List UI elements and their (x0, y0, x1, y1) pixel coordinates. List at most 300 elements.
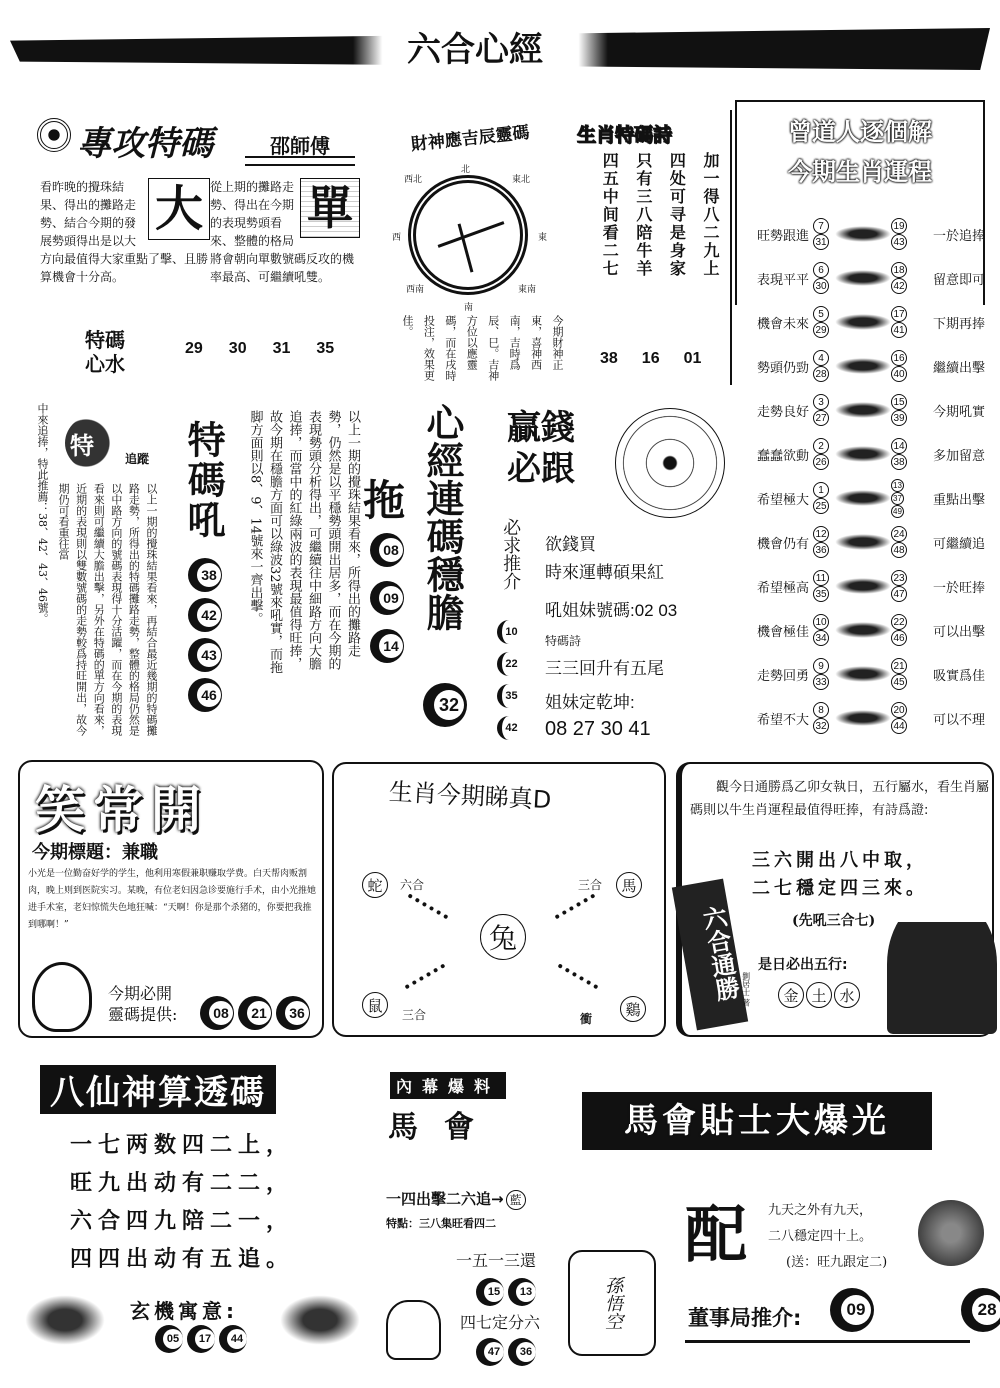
arrow-mark (405, 893, 449, 924)
left-numbers (813, 570, 835, 602)
poem-label: 特碼詩 (545, 634, 582, 648)
element-gold: 金 (778, 982, 804, 1008)
center-zodiac: 兔 (480, 914, 526, 960)
paragraph-1 (40, 178, 210, 286)
section-title: 特碼吼 (181, 420, 226, 540)
temahou-text: 以上一期的攪珠結果看來，再結合最近幾期的特碼攤路走勢，所得出的特碼攤路走勢，整體的格局仍然是以中路方向的號碼表現得十分活躍，而在今期的表現看來則可繼續大膽出擊，另外在特碼的單方向看來，近期的表現則以雙數號碼的走勢較爲持旺開出，故今期仍可看重往當 (57, 483, 158, 736)
number-circle: 36 (813, 542, 829, 558)
number: 01 (683, 350, 702, 367)
fortune-row (735, 256, 985, 300)
ball-number: 09 (379, 586, 403, 610)
number-circle: 30 (813, 278, 829, 294)
caishen-text: 今期財神正東，喜神西南，吉時爲辰、巳。吉神方位以應靈碼，而在戌時投注，效果更佳。 (400, 315, 564, 381)
number-circle: 1 (813, 482, 829, 498)
number-circle: 9 (813, 658, 829, 674)
row-right-label: 今期吼實 (932, 404, 985, 420)
tieshi-section (580, 1090, 995, 1380)
number-circle: 19 (891, 218, 907, 234)
right-numbers (891, 479, 913, 518)
row-right-label: 留意即可 (932, 272, 985, 288)
number-ball: 22 (497, 652, 521, 676)
zodiac-rooster: 鷄 (620, 996, 646, 1022)
poem-line: 九天之外有九天， (768, 1203, 873, 1218)
number-circle: 32 (813, 718, 829, 734)
number-circle: 42 (891, 278, 907, 294)
ball-number: 38 (197, 563, 221, 587)
row-right-label: 重點出擊 (932, 492, 985, 508)
wuxing-label: 是日必出五行: (758, 957, 848, 973)
paragraph-text: 從上期的攤路走勢、得出在今期的表現勢頭看來、整體的格局將會朝向單數號碼反攻的機率最高、可繼續吼雙。 (210, 180, 355, 284)
number-ball (370, 629, 404, 663)
right-numbers (891, 306, 913, 338)
left-numbers (813, 614, 835, 646)
right-numbers (891, 614, 913, 646)
right-numbers (891, 438, 913, 470)
left-numbers (813, 306, 835, 338)
ball-number: 08 (209, 1001, 233, 1025)
number-circle: 2 (813, 438, 829, 454)
fortune-row (735, 520, 985, 564)
paragraph-2 (210, 178, 360, 286)
number-circle: 41 (891, 322, 907, 338)
section-title: 生肖特碼詩 (577, 124, 673, 146)
line-2: 特點：三八集旺看四二 (386, 1217, 496, 1230)
line-1 (386, 1188, 526, 1210)
zodiac-animal-icon (835, 534, 891, 550)
label-xinshui: 心水 (85, 352, 125, 376)
ball-number: 43 (197, 643, 221, 667)
poem-line: 四五中间看二七 (600, 152, 620, 278)
section-title: 財神應吉辰靈碼 (410, 122, 531, 156)
number-circle: 23 (891, 570, 907, 586)
zodiac-animal-icon (835, 314, 891, 330)
fortune-row (735, 212, 985, 256)
zodiac-rat: 鼠 (362, 992, 388, 1018)
ball-number: 46 (197, 683, 221, 707)
section-title: 贏錢必跟 (507, 408, 575, 489)
direction-label: 北 (461, 165, 471, 175)
zodiac-animal-icon (835, 446, 891, 462)
author: 邵師傅 (270, 134, 330, 158)
right-numbers (891, 350, 913, 382)
direction-label: 東北 (512, 175, 531, 185)
number-circle: 26 (813, 454, 829, 470)
number-ball (155, 1325, 183, 1353)
row-right-label: 多加留意 (932, 448, 985, 464)
row-right-label: 繼續出擊 (932, 360, 985, 376)
right-numbers (891, 658, 913, 690)
pei-char: 配 (685, 1198, 748, 1271)
number-circle: 24 (891, 526, 907, 542)
page-title: 六合心經 (385, 22, 565, 71)
left-numbers (813, 526, 835, 558)
side-note: 中來追捧，特此推薦：38、42、43、46號。 (35, 403, 49, 624)
wuxing-elements (778, 982, 860, 1008)
left-numbers (813, 262, 835, 294)
number-ball (188, 558, 222, 592)
number: 16 (641, 350, 660, 367)
number-ball (476, 1278, 504, 1306)
numbers (200, 996, 314, 1030)
tuo-numbers (370, 533, 408, 663)
section-title: 八仙神算透碼 (40, 1065, 276, 1114)
number-circle: 6 (813, 262, 829, 278)
ball-number: 28 (972, 1295, 1000, 1325)
zodiac-animal-icon (835, 402, 891, 418)
zhenD-section (332, 762, 666, 1037)
row-left-label: 機會未來 (757, 316, 810, 332)
number-ball (276, 996, 310, 1030)
ball-number: 32 (434, 690, 464, 720)
dragon-right-icon (280, 1295, 360, 1345)
book-cover: 六合通勝 (672, 879, 748, 1031)
laughing-character-icon (32, 962, 92, 1032)
ball-number: 44 (227, 1329, 247, 1349)
cowboy-kid-icon (386, 1300, 441, 1360)
arrow-mark (555, 963, 599, 994)
relation-label: 三合 (578, 878, 603, 892)
line-4: 三三回升有五尾 (545, 659, 664, 678)
ball-number: 08 (379, 538, 403, 562)
zodiac-animal-icon (835, 490, 891, 506)
number-circle: 21 (891, 658, 907, 674)
side-label: 必求推介 (500, 518, 522, 590)
relation-label: 衝 (580, 1012, 593, 1026)
row-right-label: 下期再捧 (932, 316, 985, 332)
subject: 今期標題：兼職 (32, 842, 158, 863)
poem-line: 六合四九陪二一， (70, 1209, 295, 1234)
number-circle: 49 (891, 505, 904, 518)
xuanji-label: 玄機寓意: (130, 1299, 238, 1323)
section-title: 生肖今期睇真D (388, 777, 552, 815)
poem-line: 只有三八陪牛羊 (633, 152, 653, 278)
number-circle: 31 (813, 234, 829, 250)
number-ball: 35 (497, 684, 521, 708)
fortune-row (735, 344, 985, 388)
label: 今期必開 (108, 984, 173, 1003)
ball-number: 13 (516, 1282, 536, 1302)
temahou-section (10, 398, 250, 743)
tuo-label: 拖 (363, 476, 406, 525)
number-circle: 37 (891, 492, 904, 505)
tema-label (85, 328, 125, 376)
xinjing-section (247, 398, 490, 743)
zodiac-animal-icon (835, 578, 891, 594)
fortune-row (735, 608, 985, 652)
row-left-label: 希望極高 (757, 580, 810, 596)
zodiac-animal-icon (835, 270, 891, 286)
left-numbers (813, 702, 835, 734)
book-author: 劉居士 著 (741, 972, 751, 1007)
compass-needle (458, 223, 474, 272)
badge-char: 特 (70, 432, 94, 460)
poem-line: 一七两数四二上， (70, 1133, 295, 1158)
line-1: 欲錢買 (545, 535, 596, 554)
row-left-label: 表現平平 (757, 272, 810, 288)
number-ball (508, 1278, 536, 1306)
big-char-dan: 單 (300, 178, 360, 238)
direction-label: 西 (392, 233, 402, 243)
row-left-label: 走勢回勇 (757, 668, 810, 684)
row-left-label: 希望不大 (757, 712, 810, 728)
direction-label: 東 (538, 233, 548, 243)
fortune-row (735, 300, 985, 344)
section-title: 心經連碼穩膽 (420, 403, 464, 631)
number-ball (370, 581, 404, 615)
number-ball (219, 1325, 247, 1353)
element-earth: 土 (806, 982, 832, 1008)
row-left-label: 勢頭仍勁 (757, 360, 810, 376)
relation-label: 三合 (402, 1008, 427, 1022)
number-circle: 5 (813, 306, 829, 322)
section-title: 馬會貼士大爆光 (582, 1092, 932, 1150)
title-line-2: 今期生肖運程 (788, 158, 932, 186)
number-ball (238, 996, 272, 1030)
right-numbers (891, 218, 913, 250)
label-tema: 特碼 (85, 328, 125, 352)
bagua-icon (37, 118, 71, 152)
note: (先吼三合七) (792, 913, 876, 929)
fortune-row (735, 564, 985, 608)
zengdaoren-section (735, 100, 995, 740)
number: 29 (185, 340, 203, 357)
number-circle: 35 (813, 586, 829, 602)
mahui-section (378, 1070, 578, 1380)
row-left-label: 機會仍有 (757, 536, 810, 552)
line-6: 08 27 30 41 (545, 718, 651, 740)
blue-circle: 藍 (506, 1190, 526, 1210)
number-circle: 33 (813, 674, 829, 690)
line-4: 四七定分六 (460, 1313, 541, 1332)
line-2: 時來運轉碩果紅 (545, 563, 664, 582)
signature-stamp: 孫悟空 (568, 1250, 656, 1356)
left-numbers (813, 394, 835, 426)
poem (587, 152, 727, 302)
zodiac-animal-icon (835, 358, 891, 374)
sage-figure-icon (887, 894, 997, 1034)
poem-line: 加一得八二九上 (701, 152, 720, 278)
line-3: 吼姐妹號碼:02 03 (545, 601, 678, 620)
fortune-table (735, 212, 985, 740)
number-circle: 29 (813, 322, 829, 338)
section-title: 笑常開 (35, 781, 209, 839)
moon-icon (918, 1200, 984, 1266)
ball-number: 17 (195, 1329, 215, 1349)
number-circle: 27 (813, 410, 829, 426)
balls-1 (476, 1278, 540, 1306)
number-circle: 17 (891, 306, 907, 322)
number-circle: 22 (891, 614, 907, 630)
shengxiao-poem-section (572, 110, 732, 385)
number-circle: 8 (813, 702, 829, 718)
number-circle: 16 (891, 350, 907, 366)
ball-number: 42 (197, 603, 221, 627)
section-title: 專攻特碼 (77, 124, 213, 164)
fortune-row (735, 476, 985, 520)
line-3: 一五一三還 (456, 1251, 537, 1270)
number-circle: 43 (891, 234, 907, 250)
number-circle: 38 (891, 454, 907, 470)
right-numbers (891, 262, 913, 294)
number-circle: 45 (891, 674, 907, 690)
right-numbers (891, 526, 913, 558)
xinjing-text: 以上一期的攪珠結果看來，所得出的攤路走勢，仍然是以平穩勢頭開出居多，而在今期的表現勢頭分析得出，可繼續往中細路方向大膽追捧，而當中的紅綠兩波的表現最值得旺捧，故今期在穩膽方面可以綠波32號來吼實，而拖脚方面則以8、9、14號來一齊出擊。 (247, 410, 360, 674)
row-left-label: 蠢蠢欲動 (757, 448, 810, 464)
arrow-mark (555, 893, 599, 924)
zodiac-animal-icon (835, 622, 891, 638)
number-circle: 40 (891, 366, 907, 382)
zodiac-animal-icon (835, 226, 891, 242)
row-left-label: 機會極佳 (757, 624, 810, 640)
number-ball: 10 (497, 620, 521, 644)
number: 30 (228, 340, 247, 357)
direction-label: 西北 (404, 175, 423, 185)
fortune-row (735, 388, 985, 432)
caishen-section (370, 110, 570, 385)
poem-line: 旺九出动有二二， (70, 1171, 295, 1196)
left-numbers (813, 350, 835, 382)
row-left-label: 希望極大 (757, 492, 810, 508)
row-right-label: 可以不理 (932, 712, 985, 728)
poem-line: 三六開出八中取， (752, 850, 928, 871)
number-ball (188, 598, 222, 632)
xiaochangkai-section (18, 760, 324, 1038)
number-circle: 20 (891, 702, 907, 718)
bagua-chart-icon (615, 408, 725, 518)
number-ball (187, 1325, 215, 1353)
row-right-label: 吸實爲佳 (932, 668, 985, 684)
poem-line: 二八穩定四十上。 (768, 1229, 873, 1244)
arrow-lines (245, 156, 355, 166)
number-circle: 34 (813, 630, 829, 646)
row-right-label: 一於追捧 (932, 228, 985, 244)
poem-line: 四处可寻是身家 (667, 152, 687, 278)
number: 31 (272, 340, 291, 357)
title-neimu: 內幕爆料 (390, 1072, 506, 1099)
row-left-label: 旺勢跟進 (757, 228, 810, 244)
pei-poem (768, 1198, 887, 1276)
big-char-da: 大 (148, 178, 210, 240)
number-circle: 39 (891, 410, 907, 426)
ball-number: 14 (379, 634, 403, 658)
zhuangong-section (25, 110, 365, 385)
number-circle: 48 (891, 542, 907, 558)
fortune-row (735, 652, 985, 696)
element-water: 水 (834, 982, 860, 1008)
number-circle: 10 (813, 614, 829, 630)
right-numbers (891, 570, 913, 602)
number-circle: 28 (813, 366, 829, 382)
ball-number: 09 (841, 1295, 871, 1325)
dragon-left-icon (25, 1295, 105, 1345)
number-circle: 18 (891, 262, 907, 278)
underline (685, 1340, 970, 1343)
board-label: 董事局推介: (688, 1306, 802, 1330)
number-ball (830, 1288, 874, 1332)
ball-number: 21 (247, 1001, 271, 1025)
left-numbers (813, 438, 835, 470)
number-ball (200, 996, 234, 1030)
number-ball (188, 638, 222, 672)
numbers-label (108, 984, 177, 1026)
number-circle: 13 (891, 479, 904, 492)
right-numbers (891, 702, 913, 734)
fortune-row (735, 696, 985, 740)
number-circle: 15 (891, 394, 907, 410)
number-circle: 4 (813, 350, 829, 366)
number-circle: 12 (813, 526, 829, 542)
right-numbers (891, 394, 913, 426)
ball-number: 15 (484, 1282, 504, 1302)
number-circle: 7 (813, 218, 829, 234)
arrow-mark (405, 963, 449, 994)
number-circle: 3 (813, 394, 829, 410)
left-numbers (813, 218, 835, 250)
intro-text: 觀今日通勝爲乙卯女執日，五行屬水，看生肖屬碼則以牛生肖運程最值得旺捧，有詩爲證: (690, 780, 990, 819)
left-numbers (813, 482, 835, 514)
temahou-numbers (188, 558, 226, 712)
baxian-section (20, 1055, 365, 1375)
balls-2 (476, 1338, 540, 1366)
yingqian-section (495, 398, 735, 743)
guanjin-section (676, 762, 994, 1037)
direction-label: 西南 (406, 285, 425, 295)
number-ball (370, 533, 404, 567)
fortune-row (735, 432, 985, 476)
number-ball (961, 1288, 1000, 1332)
paragraph-text: 看昨晚的攪珠結果、得出的攤路走勢、結合今期的發展勢頭得出是以大方向最值得大家重點了擊、且勝算機會十分高。 (40, 180, 209, 284)
direction-label: 南 (464, 303, 474, 313)
number-circle: 47 (891, 586, 907, 602)
ball-number: 47 (484, 1342, 504, 1362)
compass-icon (408, 175, 528, 295)
number: 35 (316, 340, 335, 357)
number-ball (188, 678, 222, 712)
number-circle: 46 (891, 630, 907, 646)
number-circle: 44 (891, 718, 907, 734)
row-right-label: 可繼續追 (932, 536, 985, 552)
title-line-1: 曾道人逐個解 (788, 118, 932, 146)
poem-line: 四四出动有五追。 (70, 1247, 295, 1272)
main-number-ball (423, 683, 467, 727)
zodiac-snake: 蛇 (362, 872, 388, 898)
number-circle: 11 (813, 570, 829, 586)
row-left-label: 走勢良好 (757, 404, 810, 420)
tema-numbers (185, 340, 334, 358)
left-numbers (813, 658, 835, 690)
row-right-label: 一於旺捧 (932, 580, 985, 596)
ball-number: 36 (285, 1001, 309, 1025)
poem-numbers (600, 350, 701, 368)
story: 小光是一位勤奋好学的学生，他利用寒假兼职赚取学费。白天帮肉贩割肉，晚上则到医院实习。某晚，有位老妇因急诊要施行手术，由小光推她进手术室，老妇惊慌失色地狂喊：“天啊！你是那个杀猪的，你要把我推到哪啊！” (28, 869, 317, 931)
badge-sub: 追蹤 (125, 452, 150, 466)
line-text: 一四出擊二六追→ (386, 1190, 504, 1208)
compass-needle (438, 221, 505, 248)
number-ball (508, 1338, 536, 1366)
zodiac-animal-icon (835, 710, 891, 726)
poem-note: (送：旺九跟定二) (786, 1255, 888, 1270)
poem-line: 二七穩定四三來。 (752, 878, 928, 899)
relation-label: 六合 (400, 878, 425, 892)
zodiac-horse: 馬 (616, 872, 642, 898)
number: 38 (600, 350, 618, 367)
number-ball: 42 (497, 716, 521, 740)
numbers (155, 1325, 251, 1353)
side-balls (497, 620, 521, 740)
ball-number: 36 (516, 1342, 536, 1362)
zodiac-animal-icon (835, 666, 891, 682)
number-circle: 25 (813, 498, 829, 514)
